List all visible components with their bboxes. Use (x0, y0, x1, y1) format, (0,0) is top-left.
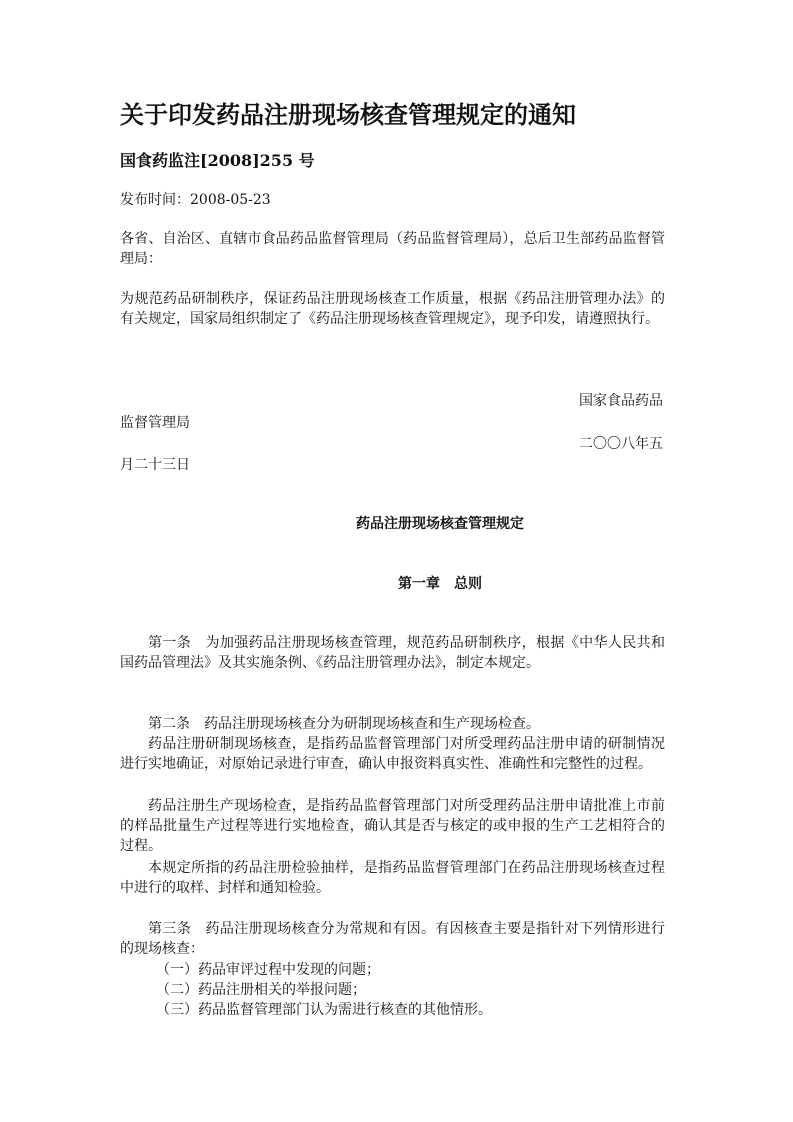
document-number: 国食药监注[2008]255 号 (120, 151, 315, 170)
chapter-title: 第一章 总则 (398, 576, 482, 592)
notice-title: 关于印发药品注册现场核查管理规定的通知 (120, 100, 576, 129)
article-2: 第二条 药品注册现场核查分为研制现场核查和生产现场检查。 (148, 716, 540, 732)
notice-body-paragraph: 为规范药品研制秩序，保证药品注册现场核查工作质量，根据《药品注册管理办法》的有关规定，国家局组织制定了《药品注册现场核查管理规定》，现予印发，请遵照执行。 (120, 291, 665, 327)
article-3: 第三条 药品注册现场核查分为常规和有因。有因核查主要是指针对下列情形进行的现场核查： (120, 921, 665, 957)
list-item: （一）药品审评过程中发现的问题； (156, 962, 380, 978)
publish-date: 发布时间：2008-05-23 (120, 192, 271, 208)
signature-date-line2: 月二十三日 (120, 457, 190, 473)
signature-date-line1: 二〇〇八年五 (579, 436, 663, 452)
article-2-paragraph-2: 药品注册研制现场核查，是指药品监督管理部门对所受理药品注册申请的研制情况进行实地确证，对原始记录进行审查，确认申报资料真实性、准确性和完整性的过程。 (120, 736, 665, 772)
article-2-paragraph-4: 本规定所指的药品注册检验抽样，是指药品监督管理部门在药品注册现场核查过程中进行的取样、封样和通知检验。 (120, 860, 665, 896)
article-3-list (120, 960, 665, 1020)
article-1: 第一条 为加强药品注册现场核查管理，规范药品研制秩序，根据《中华人民共和国药品管理法》及其实施条例、《药品注册管理办法》，制定本规定。 (120, 635, 665, 671)
regulation-title: 药品注册现场核查管理规定 (356, 516, 524, 532)
signature-issuer-line2: 监督管理局 (120, 415, 190, 431)
list-item: （二）药品注册相关的举报问题； (156, 982, 366, 998)
article-2-paragraph-3: 药品注册生产现场检查，是指药品监督管理部门对所受理药品注册申请批准上市前的样品批量生产过程等进行实地检查，确认其是否与核定的或申报的生产工艺相符合的过程。 (120, 798, 665, 854)
list-item: （三）药品监督管理部门认为需进行核查的其他情形。 (156, 1002, 492, 1018)
addressee-paragraph: 各省、自治区、直辖市食品药品监督管理局（药品监督管理局），总后卫生部药品监督管理局： (120, 231, 665, 267)
signature-issuer-line1: 国家食品药品 (579, 393, 663, 409)
